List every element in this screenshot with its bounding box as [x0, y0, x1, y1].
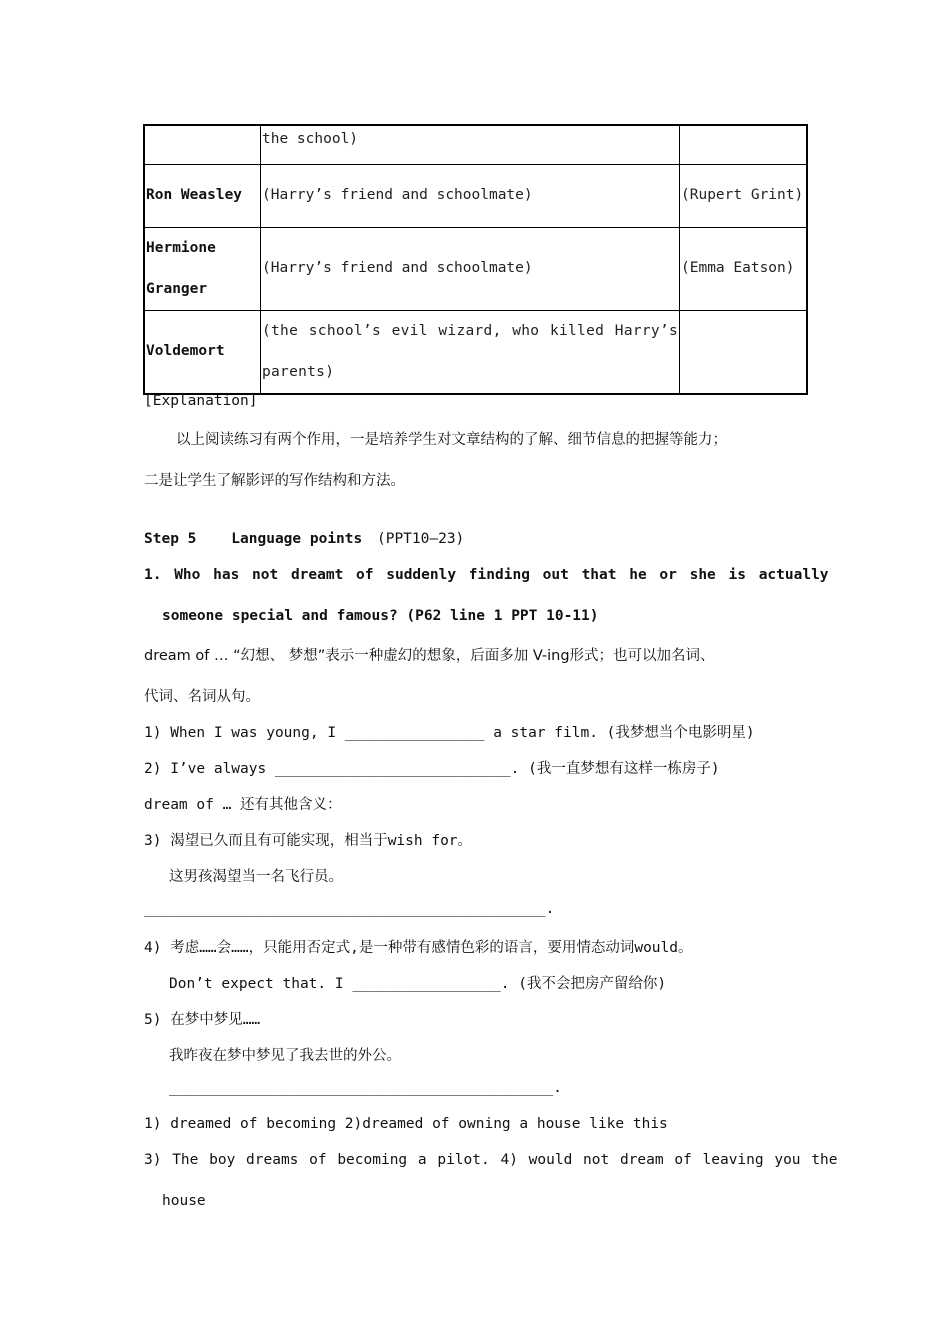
exercise-prompt: 这男孩渴望当一名飞行员。 — [169, 869, 343, 885]
table-row — [144, 125, 807, 164]
exercise-item: 2) I’ve always ___________________________. (我一直梦想有这样一栋房子) — [144, 761, 720, 777]
note-text: 代词、名词从句。 — [144, 689, 260, 705]
table-row — [144, 310, 807, 394]
character-description-cell: (the school’s evil wizard, who killed Harry’s parents) — [261, 310, 680, 394]
answer-key-line: 1) dreamed of becoming 2)dreamed of owning a house like this — [144, 1116, 668, 1132]
answer-blank: ______________________________________________. — [144, 901, 555, 917]
step-reference: (PPT10—23) — [376, 531, 465, 547]
explanation-heading: [Explanation] — [144, 393, 258, 409]
exercise-item: 3) 渴望已久而且有可能实现，相当于wish for。 — [144, 833, 473, 849]
character-description-cell: (Harry’s friend and schoolmate) — [261, 164, 680, 227]
exercise-item: 1) When I was young, I ________________ a star film. (我梦想当个电影明星) — [144, 725, 755, 741]
character-table — [143, 124, 808, 395]
step-title — [144, 531, 464, 547]
actor-cell: (Emma Eatson) — [680, 227, 808, 310]
character-name-cell: Voldemort — [144, 310, 261, 394]
table-row — [144, 227, 807, 310]
character-name-cell: Hermione Granger — [144, 227, 261, 310]
explanation-text-line: 二是让学生了解影评的写作结构和方法。 — [144, 473, 405, 489]
character-name-cell: Ron Weasley — [144, 164, 261, 227]
note-text: dream of … “幻想、 梦想”表示一种虚幻的想象，后面多加 V-ing形式；也可以加名词、 — [144, 648, 715, 664]
exercise-item: 5) 在梦中梦见…… — [144, 1012, 261, 1028]
exercise-prompt: Don’t expect that. I _________________. (我不会把房产留给你) — [169, 976, 667, 992]
character-name-cell — [144, 125, 261, 164]
language-point-sentence: someone special and famous? (P62 line 1 PPT 10-11) — [162, 608, 599, 624]
character-description-cell: the school) — [261, 125, 680, 164]
answer-blank: ____________________________________________. — [169, 1080, 562, 1096]
answer-key-line: house — [162, 1193, 206, 1209]
actor-cell: (Rupert Grint) — [680, 164, 808, 227]
explanation-text-line: 以上阅读练习有两个作用，一是培养学生对文章结构的了解、细节信息的把握等能力； — [176, 432, 727, 448]
exercise-prompt: 我昨夜在梦中梦见了我去世的外公。 — [169, 1048, 401, 1064]
language-point-sentence: 1. Who has not dreamt of suddenly finding out that he or she is actually — [144, 567, 829, 583]
actor-cell — [680, 310, 808, 394]
character-description-cell: (Harry’s friend and schoolmate) — [261, 227, 680, 310]
answer-key-line: 3) The boy dreams of becoming a pilot. 4) would not dream of leaving you the — [144, 1152, 838, 1168]
table-row — [144, 164, 807, 227]
step-title-text: Step 5 Language points — [144, 531, 363, 547]
actor-cell — [680, 125, 808, 164]
note-text: dream of … 还有其他含义： — [144, 797, 342, 813]
exercise-item: 4) 考虑……会……，只能用否定式,是一种带有感情色彩的语言，要用情态动词would。 — [144, 940, 693, 956]
